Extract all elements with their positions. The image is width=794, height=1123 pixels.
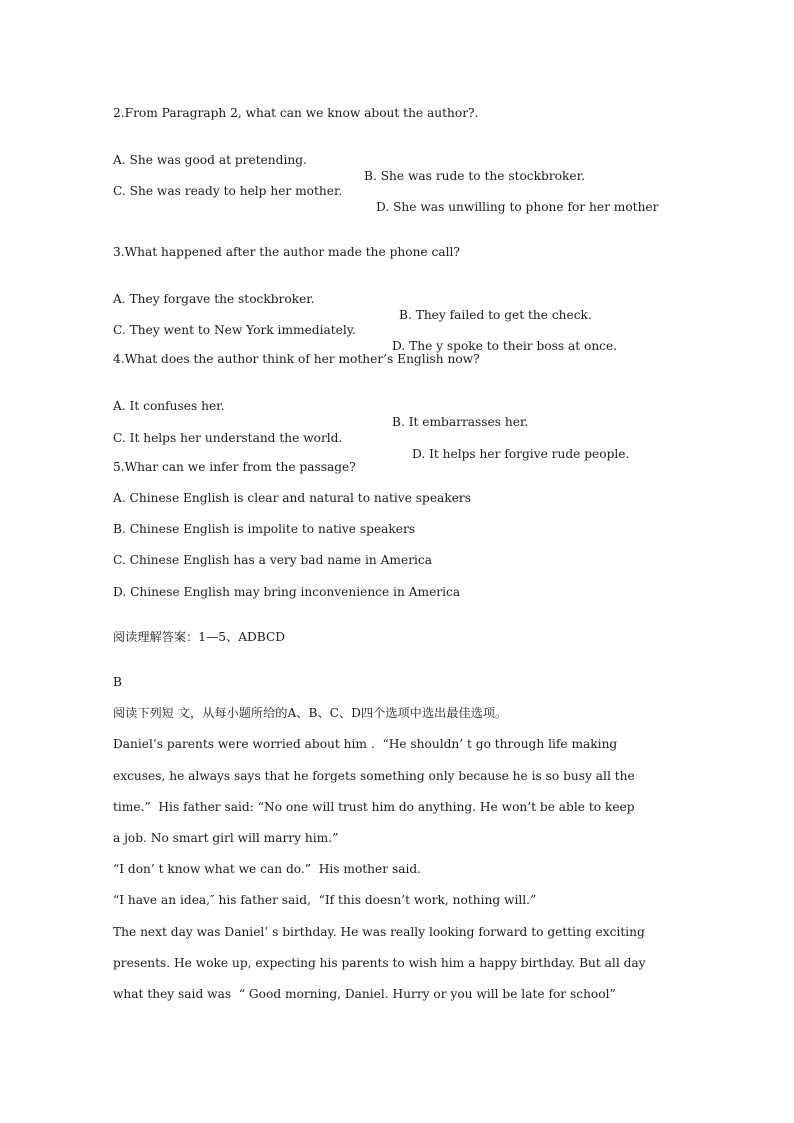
question-4-option-c: C. It helps her understand the world. (113, 431, 343, 445)
question-2-option-b: B. She was rude to the stockbroker. (364, 169, 585, 183)
question-5-option-b: B. Chinese English is impolite to native speakers (113, 522, 416, 536)
question-3-option-b: B. They failed to get the check. (399, 308, 592, 322)
question-4-option-d: D. It helps her forgive rude people. (412, 447, 630, 461)
question-4-option-b: B. It embarrasses her. (392, 415, 529, 429)
question-4-option-a: A. It confuses her. (113, 399, 225, 413)
question-2-stem: 2.From Paragraph 2, what can we know about the author?. (113, 106, 479, 120)
passage-line: “I don’ t know what we can do.” His mother said. (113, 862, 422, 876)
passage-line: excuses, he always says that he forgets something only because he is so busy all the (113, 769, 635, 783)
question-4-stem: 4.What does the author think of her mother’s English now? (113, 352, 480, 366)
section-letter: B (113, 675, 122, 689)
passage-line: a job. No smart girl will marry him.” (113, 831, 339, 845)
question-3-option-d: D. The y spoke to their boss at once. (392, 339, 618, 353)
passage-line: Daniel’s parents were worried about him . “He shouldn’ t go through life making (113, 737, 618, 751)
passage-line: presents. He woke up, expecting his parents to wish him a happy birthday. But all day (113, 956, 646, 970)
passage-line: The next day was Daniel’ s birthday. He was really looking forward to getting exciting (113, 925, 645, 939)
question-3-option-a: A. They forgave the stockbroker. (113, 292, 315, 306)
question-5-stem: 5.Whar can we infer from the passage? (113, 460, 356, 474)
passage-line: what they said was “ Good morning, Daniel. Hurry or you will be late for school” (113, 987, 616, 1001)
passage-line: time.” His father said: “No one will trust him do anything. He won’t be able to keep (113, 800, 635, 814)
question-3-option-c: C. They went to New York immediately. (113, 323, 356, 337)
question-3-stem: 3.What happened after the author made the phone call? (113, 245, 460, 259)
question-2-option-d: D. She was unwilling to phone for her mother (376, 200, 659, 214)
passage-line: “I have an idea,″ his father said, “If this doesn’t work, nothing will.” (113, 893, 537, 907)
answer-key: 阅读理解答案：1—5、ADBCD (113, 630, 286, 644)
question-5-option-a: A. Chinese English is clear and natural to native speakers (113, 491, 471, 505)
question-5-option-c: C. Chinese English has a very bad name in America (113, 553, 433, 567)
question-2-option-c: C. She was ready to help her mother. (113, 184, 343, 198)
question-5-option-d: D. Chinese English may bring inconvenience in America (113, 585, 461, 599)
section-instructions: 阅读下列短 文，从每小题所给的A、B、C、D四个选项中选出最佳选项。 (113, 706, 508, 720)
question-2-option-a: A. She was good at pretending. (113, 153, 307, 167)
